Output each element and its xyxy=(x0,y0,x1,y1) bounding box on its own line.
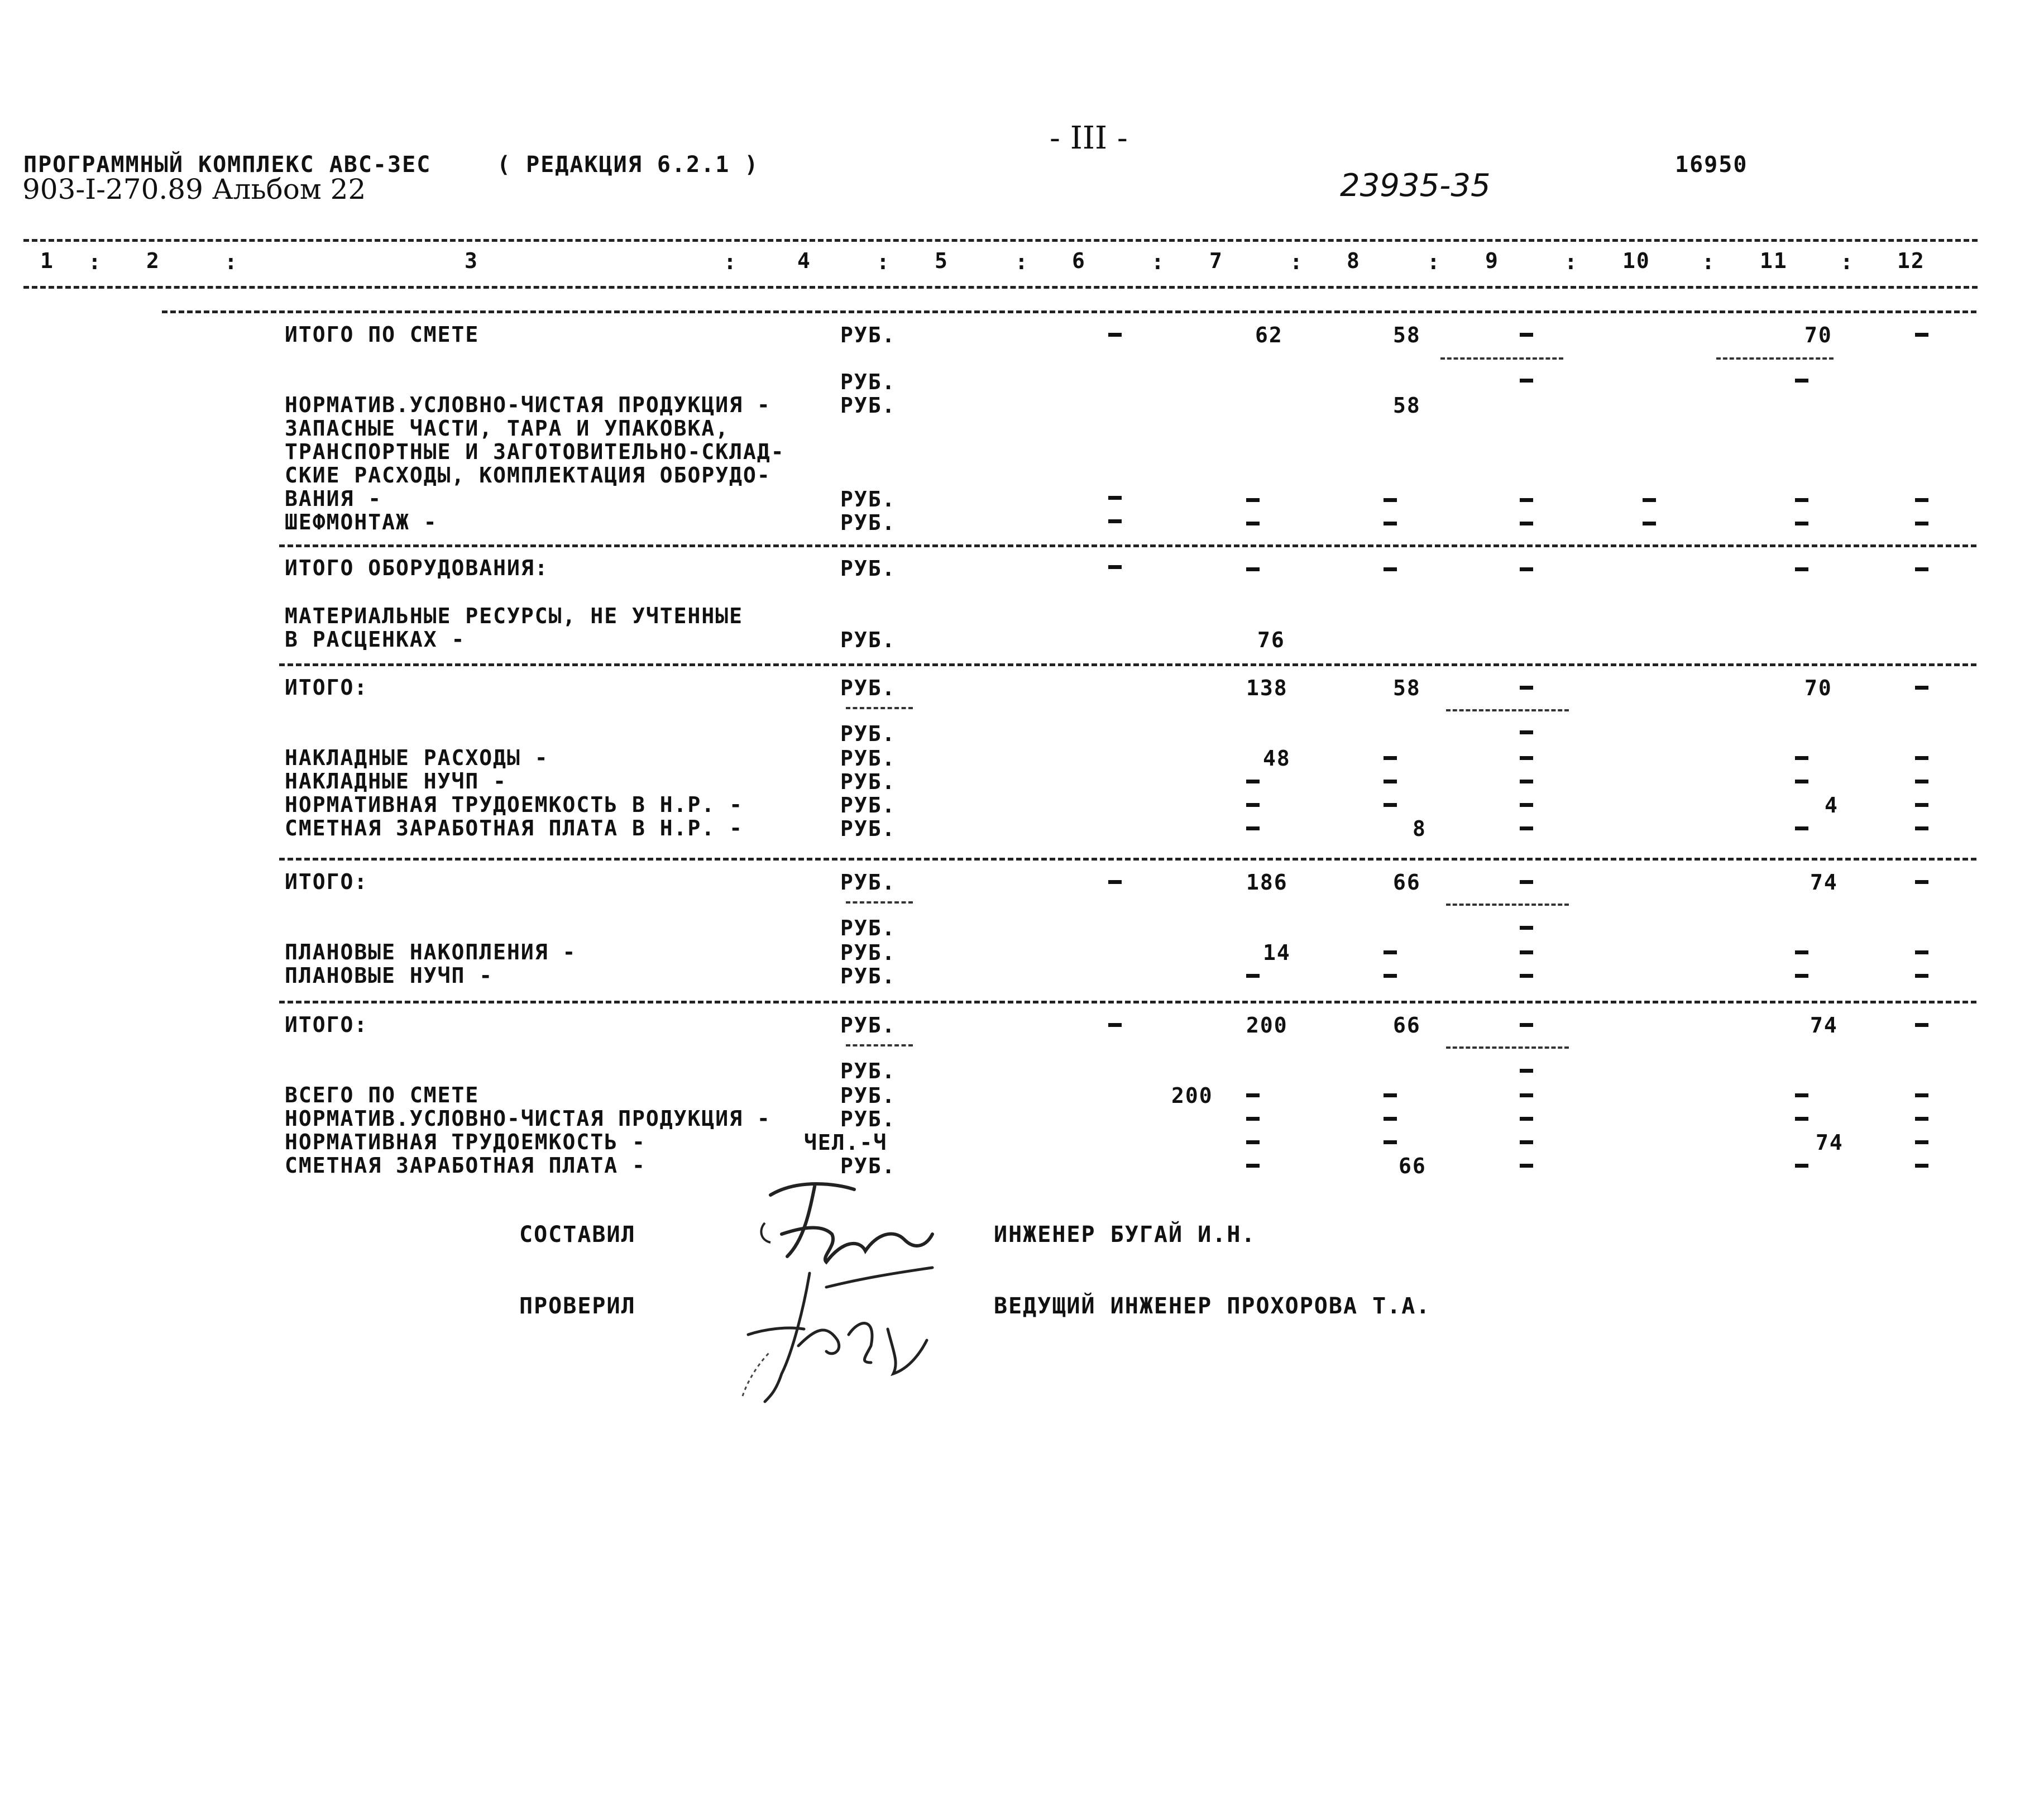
unit: РУБ. xyxy=(840,393,896,418)
row-label-naklad-nuchp: НАКЛАДНЫЕ НУЧП - xyxy=(285,769,508,794)
dash-mark xyxy=(1108,565,1122,569)
row-label-itogo-po-smete: ИТОГО ПО СМЕТЕ xyxy=(285,322,480,347)
section-rule xyxy=(279,1001,1976,1003)
dash-mark xyxy=(1384,522,1397,525)
dash-mark xyxy=(1915,1140,1928,1144)
column-number: 9 xyxy=(1485,248,1499,273)
dash-mark xyxy=(1915,1023,1928,1027)
dash-mark xyxy=(1795,567,1808,571)
unit: РУБ. xyxy=(840,1154,896,1178)
dash-mark xyxy=(1520,780,1533,783)
dash-mark xyxy=(1795,498,1808,502)
dash-mark xyxy=(1520,379,1533,383)
row-label-norm-trud: НОРМАТИВНАЯ ТРУДОЕМКОСТЬ - xyxy=(285,1130,646,1154)
row-label-zapas: ЗАПАСНЫЕ ЧАСТИ, ТАРА И УПАКОВКА, xyxy=(285,416,730,441)
row-label-plan-nuchp: ПЛАНОВЫЕ НУЧП - xyxy=(285,963,494,988)
dash-mark xyxy=(1384,1140,1397,1144)
row-label-normativ: НОРМАТИВ.УСЛОВНО-ЧИСТАЯ ПРОДУКЦИЯ - xyxy=(285,1106,771,1131)
dash-mark xyxy=(1246,522,1260,525)
section-rule xyxy=(279,858,1976,861)
dash-mark xyxy=(1108,333,1122,337)
dash-mark xyxy=(1520,333,1533,337)
dash-mark xyxy=(1915,1164,1928,1168)
value-c8: 58 xyxy=(1393,676,1421,700)
dash-mark xyxy=(1915,880,1928,884)
unit: РУБ. xyxy=(840,370,896,394)
row-label-smet-zp-hr: СМЕТНАЯ ЗАРАБОТНАЯ ПЛАТА В Н.Р. - xyxy=(285,816,743,840)
value-c11: 70 xyxy=(1804,323,1832,347)
value-c7: 62 xyxy=(1255,323,1283,347)
unit: РУБ. xyxy=(840,1013,896,1038)
dash-mark xyxy=(1795,780,1808,783)
dash-mark xyxy=(1795,756,1808,760)
column-number: 6 xyxy=(1072,248,1086,273)
column-number: 11 xyxy=(1760,248,1788,273)
sub-rule xyxy=(1716,357,1834,360)
page-number: - III - xyxy=(1050,120,1128,156)
unit: РУБ. xyxy=(840,1059,896,1083)
unit: РУБ. xyxy=(840,870,896,895)
value-c11: 74 xyxy=(1810,1013,1838,1038)
dash-mark xyxy=(1520,1069,1533,1073)
dash-mark xyxy=(1915,522,1928,525)
row-label-itogo: ИТОГО: xyxy=(285,1012,368,1037)
dash-mark xyxy=(1795,974,1808,978)
dash-mark xyxy=(1915,826,1928,830)
value-c8: 66 xyxy=(1399,1154,1427,1178)
dash-mark xyxy=(1795,1117,1808,1121)
dash-mark xyxy=(1246,1140,1260,1144)
dash-mark xyxy=(1915,803,1928,807)
dash-mark xyxy=(1384,1093,1397,1097)
dash-mark xyxy=(1915,1117,1928,1121)
dash-mark xyxy=(1246,498,1260,502)
row-label-itogo: ИТОГО: xyxy=(285,869,368,894)
proveril-label: ПРОВЕРИЛ xyxy=(519,1293,636,1319)
row-label-vsego: ВСЕГО ПО СМЕТЕ xyxy=(285,1083,480,1107)
dash-mark xyxy=(1520,756,1533,760)
dash-mark xyxy=(1915,974,1928,978)
unit: РУБ. xyxy=(840,793,896,818)
value-c11: 74 xyxy=(1810,870,1838,895)
dash-mark xyxy=(1384,974,1397,978)
dash-mark xyxy=(1246,974,1260,978)
value-c11: 4 xyxy=(1825,793,1839,818)
dash-mark xyxy=(1795,379,1808,383)
sub-rule xyxy=(1446,904,1569,906)
value-c6: 200 xyxy=(1171,1083,1213,1108)
dash-mark xyxy=(1108,880,1122,884)
dash-mark xyxy=(1384,803,1397,807)
value-c8: 66 xyxy=(1393,1013,1421,1038)
dash-mark xyxy=(1246,826,1260,830)
row-label-material: МАТЕРИАЛЬНЫЕ РЕСУРСЫ, НЕ УЧТЕННЫЕ xyxy=(285,604,743,628)
value-c7: 76 xyxy=(1257,628,1285,652)
unit: РУБ. xyxy=(840,628,896,652)
dash-mark xyxy=(1246,1117,1260,1121)
dash-mark xyxy=(1246,1164,1260,1168)
dash-mark xyxy=(1108,1023,1122,1027)
dash-mark xyxy=(1520,880,1533,884)
dash-mark xyxy=(1520,1093,1533,1097)
unit: РУБ. xyxy=(840,323,896,347)
unit: РУБ. xyxy=(840,721,896,746)
dash-mark xyxy=(1246,780,1260,783)
column-number: 7 xyxy=(1209,248,1223,273)
row-label-normativ: НОРМАТИВ.УСЛОВНО-ЧИСТАЯ ПРОДУКЦИЯ - xyxy=(285,393,771,417)
unit: РУБ. xyxy=(840,770,896,794)
value-c8: 66 xyxy=(1393,870,1421,895)
column-number: 2 xyxy=(146,248,160,273)
row-label-norm-trud-hr: НОРМАТИВНАЯ ТРУДОЕМКОСТЬ В Н.Р. - xyxy=(285,792,743,817)
value-c7: 200 xyxy=(1246,1013,1288,1038)
column-number: 10 xyxy=(1622,248,1650,273)
dash-mark xyxy=(1915,567,1928,571)
dash-mark xyxy=(1915,498,1928,502)
program-edition: ( РЕДАКЦИЯ 6.2.1 ) xyxy=(497,152,759,178)
sostavil-name: ИНЖЕНЕР БУГАЙ И.Н. xyxy=(994,1222,1256,1248)
dash-mark xyxy=(1384,780,1397,783)
dash-mark xyxy=(1108,519,1122,523)
signature-proveril xyxy=(726,1262,949,1407)
dash-mark xyxy=(1795,826,1808,830)
dash-mark xyxy=(1520,1164,1533,1168)
unit: РУБ. xyxy=(840,746,896,771)
dash-mark xyxy=(1915,756,1928,760)
sostavil-label: СОСТАВИЛ xyxy=(519,1222,636,1248)
dash-mark xyxy=(1520,730,1533,734)
unit: РУБ. xyxy=(840,556,896,581)
unit: РУБ. xyxy=(840,964,896,988)
dash-mark xyxy=(1915,780,1928,783)
dash-mark xyxy=(1520,950,1533,954)
dash-mark xyxy=(1520,826,1533,830)
dash-mark xyxy=(1520,974,1533,978)
dash-mark xyxy=(1520,926,1533,930)
row-label-itogo-oborud: ИТОГО ОБОРУДОВАНИЯ: xyxy=(285,556,549,580)
album-reference: 903-I-270.89 Альбом 22 xyxy=(22,173,366,205)
row-label-shefmontazh: ШЕФМОНТАЖ - xyxy=(285,510,438,534)
unit: РУБ. xyxy=(840,940,896,965)
sheet-number: 16950 xyxy=(1675,152,1748,178)
document-code: 23935-35 xyxy=(1340,168,1491,204)
sub-rule xyxy=(846,1044,913,1046)
sub-rule xyxy=(1446,709,1569,711)
value-c8: 58 xyxy=(1393,323,1421,347)
sub-rule xyxy=(846,707,913,709)
dash-mark xyxy=(1384,756,1397,760)
value-c11: 70 xyxy=(1804,676,1832,700)
column-number: 5 xyxy=(935,248,949,273)
dash-mark xyxy=(1795,950,1808,954)
dash-mark xyxy=(1795,522,1808,525)
dash-mark xyxy=(1643,522,1656,525)
row-label-smet-zp: СМЕТНАЯ ЗАРАБОТНАЯ ПЛАТА - xyxy=(285,1153,646,1178)
row-label-zapas: ТРАНСПОРТНЫЕ И ЗАГОТОВИТЕЛЬНО-СКЛАД- xyxy=(285,439,785,464)
dash-mark xyxy=(1915,1093,1928,1097)
dash-mark xyxy=(1384,567,1397,571)
dash-mark xyxy=(1384,1117,1397,1121)
program-name: ПРОГРАММНЫЙ КОМПЛЕКС АВС-3ЕС xyxy=(23,152,432,178)
section-rule xyxy=(279,663,1976,666)
dash-mark xyxy=(1915,686,1928,690)
dash-mark xyxy=(1246,567,1260,571)
unit: РУБ. xyxy=(840,1107,896,1131)
column-number: 12 xyxy=(1897,248,1925,273)
column-number: 3 xyxy=(465,248,478,273)
dash-mark xyxy=(1520,1023,1533,1027)
unit: РУБ. xyxy=(840,816,896,841)
dash-mark xyxy=(1520,498,1533,502)
value-c8: 58 xyxy=(1393,393,1421,418)
row-label-zapas: ВАНИЯ - xyxy=(285,486,382,511)
dash-mark xyxy=(1246,1093,1260,1097)
row-label-itogo: ИТОГО: xyxy=(285,675,368,700)
value-c7: 138 xyxy=(1246,676,1288,700)
row-label-material: В РАСЦЕНКАХ - xyxy=(285,627,466,652)
value-c8: 8 xyxy=(1413,816,1427,841)
sub-rule xyxy=(1440,357,1563,360)
column-number: 1 xyxy=(40,248,54,273)
unit: РУБ. xyxy=(840,487,896,512)
dash-mark xyxy=(1795,1093,1808,1097)
section-rule xyxy=(279,544,1976,547)
row-label-plan-nakop: ПЛАНОВЫЕ НАКОПЛЕНИЯ - xyxy=(285,940,577,964)
dash-mark xyxy=(1520,1117,1533,1121)
value-c11: 74 xyxy=(1816,1130,1844,1155)
column-number: 8 xyxy=(1347,248,1361,273)
value-c7: 186 xyxy=(1246,870,1288,895)
dash-mark xyxy=(1520,803,1533,807)
dash-mark xyxy=(1384,498,1397,502)
dash-mark xyxy=(1915,950,1928,954)
unit: РУБ. xyxy=(840,916,896,940)
dash-mark xyxy=(1108,496,1122,500)
unit: РУБ. xyxy=(840,1083,896,1108)
sub-rule xyxy=(1446,1046,1569,1049)
unit: ЧЕЛ.-Ч xyxy=(804,1130,888,1155)
dash-mark xyxy=(1520,686,1533,690)
value-c7: 14 xyxy=(1263,940,1291,965)
dash-mark xyxy=(1246,803,1260,807)
dash-mark xyxy=(1643,498,1656,502)
unit: РУБ. xyxy=(840,510,896,535)
proveril-name: ВЕДУЩИЙ ИНЖЕНЕР ПРОХОРОВА Т.А. xyxy=(994,1293,1431,1319)
header-bottom-rule xyxy=(23,286,1978,289)
dash-mark xyxy=(1520,567,1533,571)
row-label-zapas: СКИЕ РАСХОДЫ, КОМПЛЕКТАЦИЯ ОБОРУДО- xyxy=(285,463,771,488)
section-rule xyxy=(162,310,1976,313)
signature-sostavil xyxy=(748,1173,949,1273)
header-top-rule xyxy=(23,239,1978,242)
unit: РУБ. xyxy=(840,676,896,700)
dash-mark xyxy=(1520,522,1533,525)
dash-mark xyxy=(1520,1140,1533,1144)
row-label-naklad: НАКЛАДНЫЕ РАСХОДЫ - xyxy=(285,745,549,770)
dash-mark xyxy=(1384,950,1397,954)
value-c7: 48 xyxy=(1263,746,1291,771)
column-number: 4 xyxy=(797,248,811,273)
dash-mark xyxy=(1795,1164,1808,1168)
dash-mark xyxy=(1915,333,1928,337)
sub-rule xyxy=(846,901,913,904)
